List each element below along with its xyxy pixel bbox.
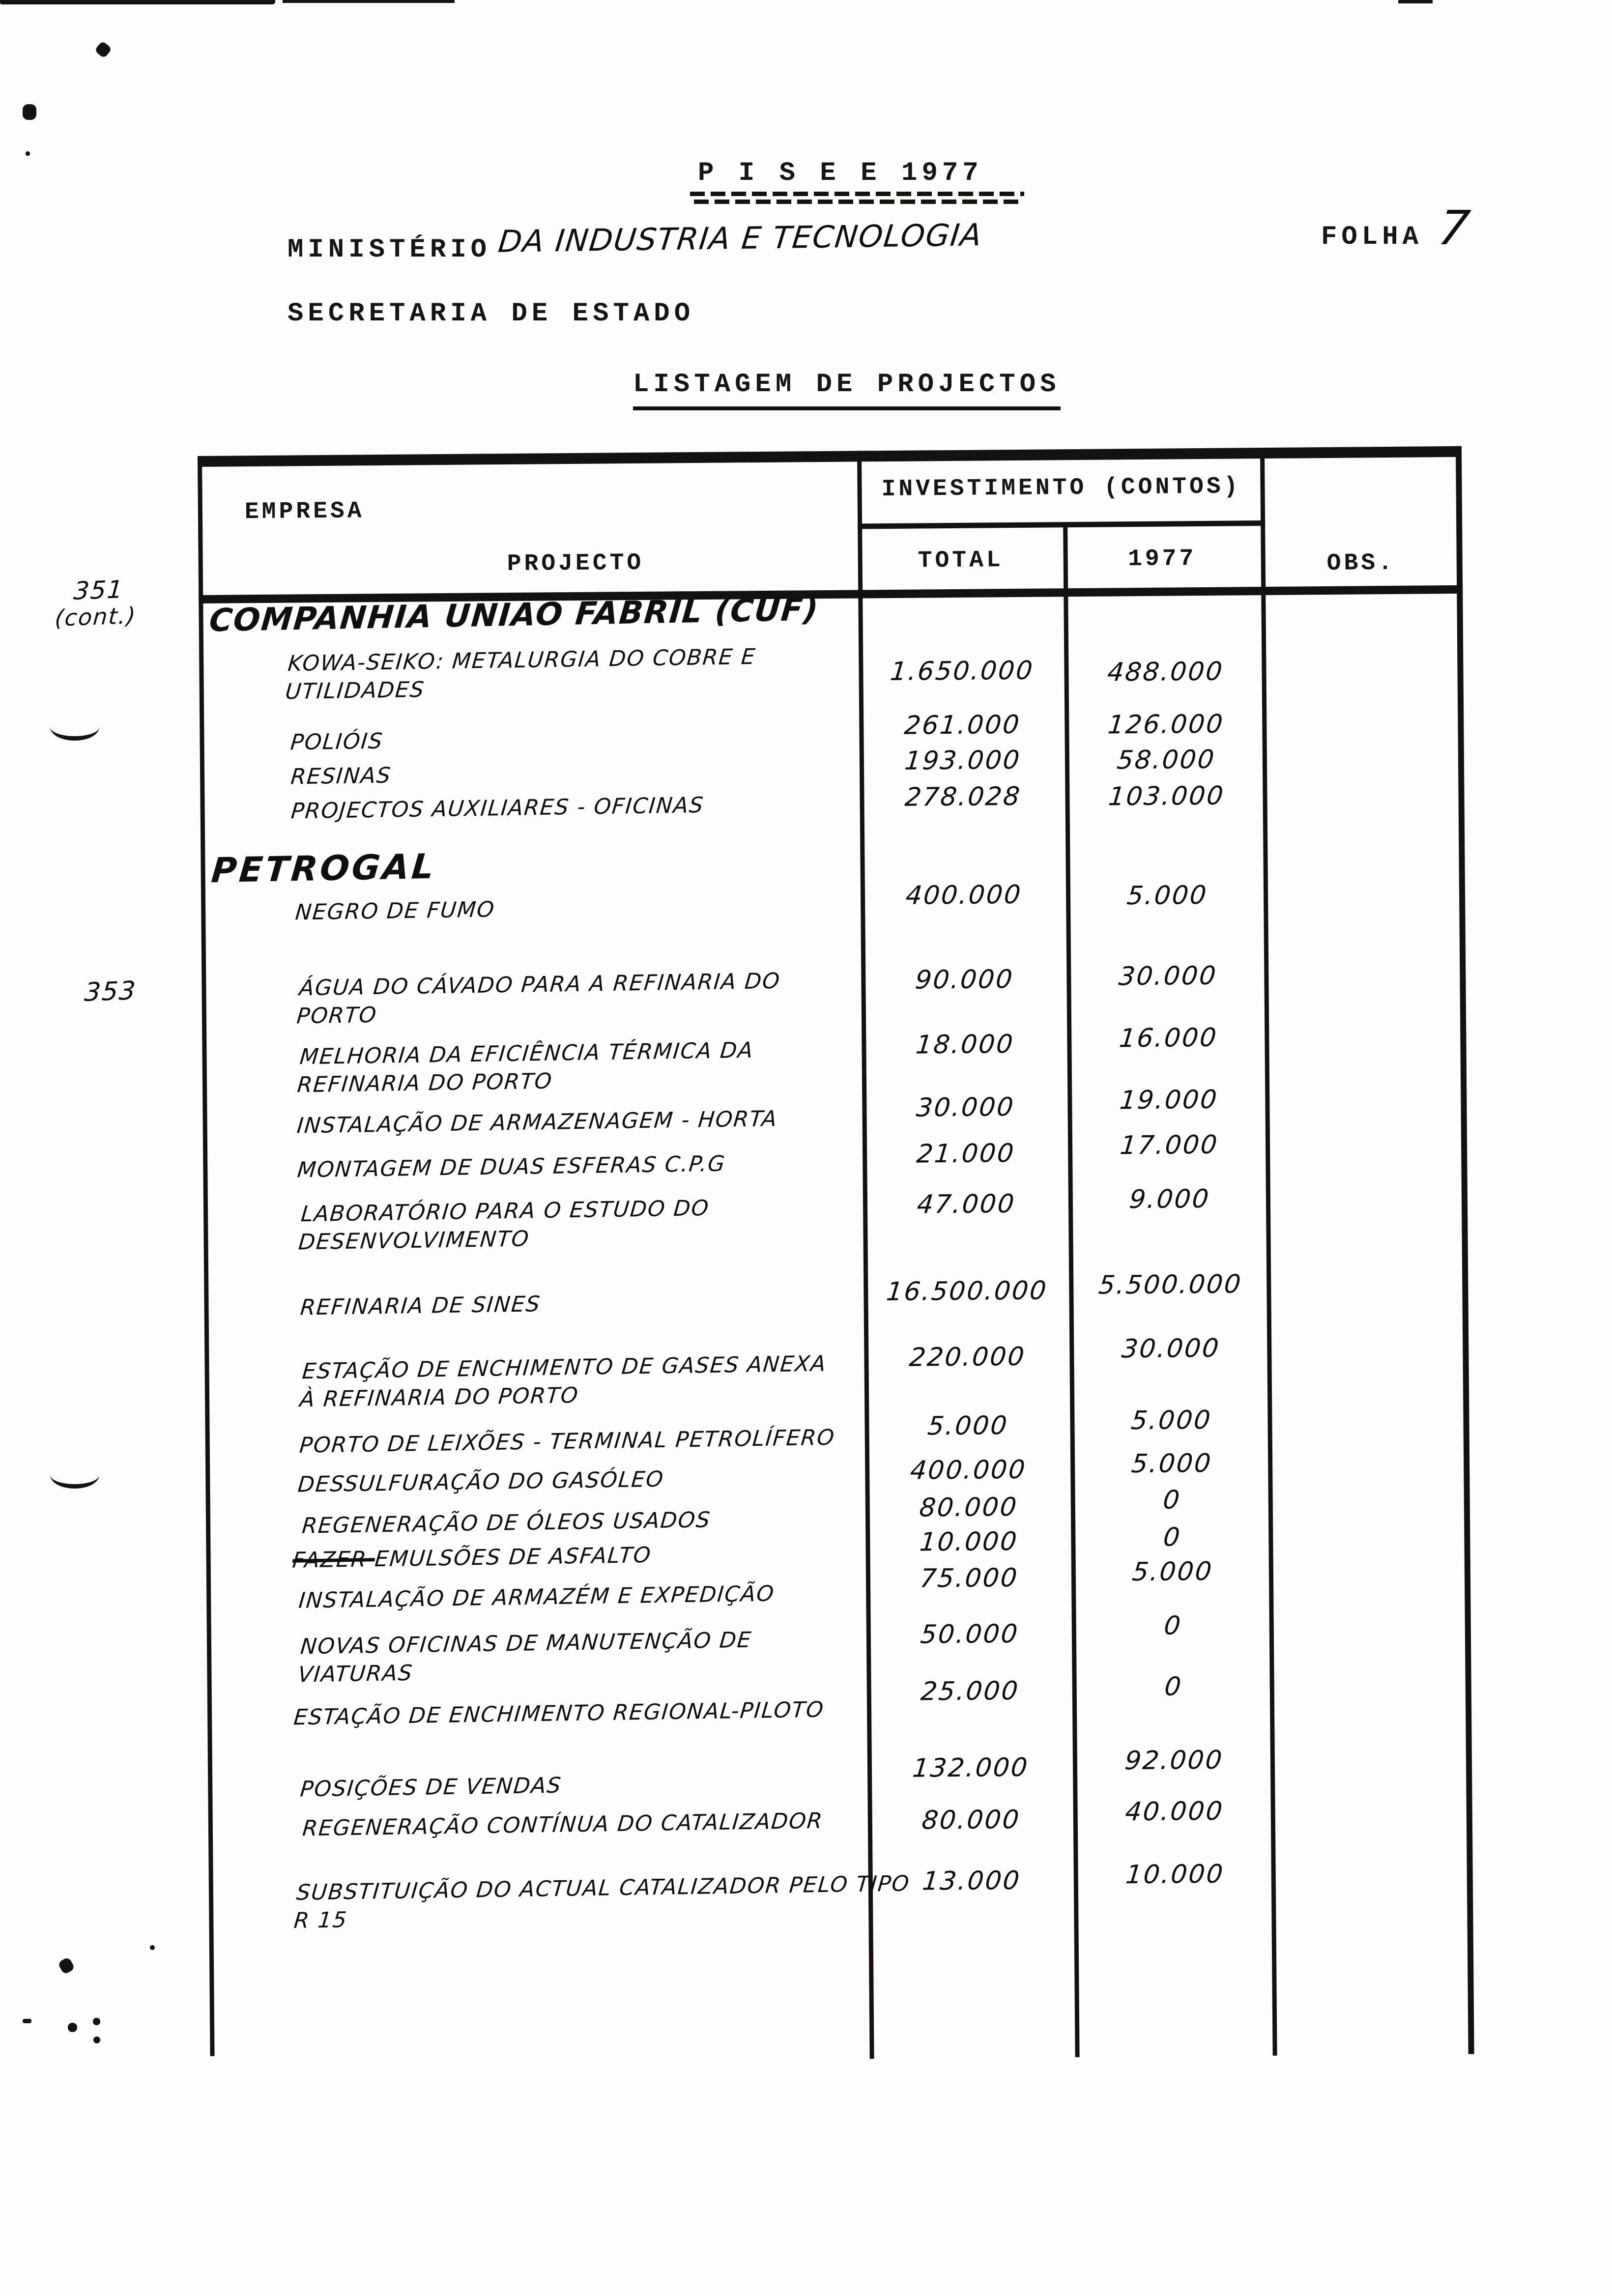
page-title: P I S E E 1977 [698, 158, 983, 188]
project-cell: PORTO DE LEIXÕES - TERMINAL PETROLÍFERO [298, 1425, 836, 1458]
project-cell: POLIÓIS [289, 728, 384, 755]
total-value-cell: 30.000 [915, 1092, 1016, 1123]
total-value-cell: 400.000 [904, 880, 1023, 911]
ministry-handwritten: DA INDUSTRIA E TECNOLOGIA [496, 217, 984, 259]
year-1977-value-cell: 5.000 [1125, 880, 1209, 911]
struck-out-word: FAZER [291, 1547, 376, 1573]
total-value-cell: 80.000 [920, 1805, 1022, 1836]
year-1977-value-cell: 9.000 [1128, 1184, 1211, 1215]
total-value-cell: 13.000 [921, 1866, 1022, 1896]
year-1977-value-cell: 126.000 [1106, 709, 1226, 740]
year-1977-value-cell: 5.500.000 [1097, 1269, 1244, 1300]
project-cell: KOWA-SEIKO: METALURGIA DO COBRE E UTILIDADES [284, 644, 757, 705]
scan-edge-mark [1398, 0, 1433, 3]
project-cell: PROJECTOS AUXILIARES - OFICINAS [289, 792, 705, 824]
project-cell: MELHORIA DA EFICIÊNCIA TÉRMICA DA REFINARIA DO PORTO [296, 1037, 755, 1098]
margin-note-353: 353 [83, 976, 138, 1007]
folha-label: FOLHA [1321, 222, 1423, 252]
margin-arc-mark [50, 714, 99, 741]
ink-speck [93, 2037, 100, 2043]
project-cell: NOVAS OFICINAS DE MANUTENÇÃO DE VIATURAS [296, 1627, 753, 1688]
table-left-border [198, 456, 215, 2056]
header-empresa: EMPRESA [244, 498, 365, 526]
year-1977-value-cell: 16.000 [1118, 1023, 1219, 1054]
year-1977-value-cell: 10.000 [1124, 1859, 1226, 1890]
year-1977-value-cell: 58.000 [1116, 745, 1217, 775]
year-1977-value-cell: 0 [1163, 1672, 1184, 1702]
header-projecto: PROJECTO [507, 549, 644, 578]
ink-speck [23, 2019, 31, 2023]
total-value-cell: 16.500.000 [885, 1276, 1049, 1307]
total-value-cell: 220.000 [908, 1342, 1027, 1373]
margin-arc-mark [50, 1462, 99, 1489]
year-1977-value-cell: 30.000 [1117, 961, 1219, 992]
total-value-cell: 90.000 [914, 964, 1015, 995]
year-1977-value-cell: 5.000 [1130, 1448, 1214, 1479]
project-cell: FAZER EMULSÕES DE ASFALTO [291, 1542, 653, 1573]
folha-number-handwritten: 7 [1435, 201, 1474, 256]
table-right-border [1456, 446, 1474, 2054]
project-cell: ESTAÇÃO DE ENCHIMENTO DE GASES ANEXA À REFINARIA DO PORTO [298, 1351, 828, 1412]
secretaria-line: SECRETARIA DE ESTADO [288, 299, 695, 329]
ink-speck [94, 41, 113, 59]
margin-note-351: 351 [72, 575, 125, 605]
header-obs: OBS. [1326, 549, 1396, 577]
ink-speck [68, 2023, 77, 2032]
project-cell: NEGRO DE FUMO [294, 897, 496, 925]
total-value-cell: 1.650.000 [889, 656, 1036, 687]
header-total: TOTAL [918, 547, 1004, 574]
project-cell: INSTALAÇÃO DE ARMAZÉM E EXPEDIÇÃO [297, 1581, 776, 1613]
year-1977-value-cell: 40.000 [1123, 1796, 1225, 1827]
year-1977-value-cell: 488.000 [1106, 657, 1225, 688]
project-cell: REGENERAÇÃO CONTÍNUA DO CATALIZADOR [301, 1808, 824, 1841]
year-1977-value-cell: 0 [1162, 1522, 1183, 1552]
project-cell: POSIÇÕES DE VENDAS [299, 1773, 563, 1802]
project-cell: MONTAGEM DE DUAS ESFERAS C.P.G [296, 1151, 727, 1183]
project-cell: LABORATÓRIO PARA O ESTUDO DO DESENVOLVIMENTO [297, 1195, 711, 1255]
scan-edge-mark [283, 0, 455, 3]
year-1977-value-cell: 30.000 [1120, 1333, 1222, 1364]
year-1977-value-cell: 92.000 [1123, 1745, 1225, 1776]
table-top-border [198, 446, 1462, 467]
total-value-cell: 75.000 [919, 1563, 1020, 1594]
header-investimento: INVESTIMENTO (CONTOS) [881, 473, 1241, 503]
project-cell: REGENERAÇÃO DE ÓLEOS USADOS [301, 1507, 712, 1539]
total-value-cell: 47.000 [916, 1189, 1017, 1220]
company-heading: PETROGAL [209, 846, 438, 891]
ink-speck [150, 1945, 155, 1950]
total-value-cell: 25.000 [919, 1676, 1021, 1707]
year-1977-value-cell: 5.000 [1131, 1556, 1214, 1587]
year-1977-value-cell: 5.000 [1129, 1405, 1213, 1436]
ink-speck [58, 1956, 76, 1975]
project-cell: SUBSTITUIÇÃO DO ACTUAL CATALIZADOR PELO TIPO R 15 [292, 1871, 911, 1934]
total-value-cell: 261.000 [903, 710, 1022, 741]
margin-note-cont: (cont.) [54, 602, 138, 631]
title-dashed-underline [690, 192, 1024, 205]
total-value-cell: 21.000 [915, 1138, 1017, 1169]
ink-speck [23, 104, 36, 120]
year-1977-value-cell: 0 [1161, 1485, 1182, 1515]
year-1977-value-cell: 19.000 [1118, 1085, 1220, 1116]
year-1977-value-cell: 17.000 [1119, 1130, 1220, 1161]
projects-table [198, 446, 1474, 2064]
project-cell: DESSULFURAÇÃO DO GASÓLEO [296, 1466, 665, 1497]
header-1977: 1977 [1127, 545, 1197, 573]
year-1977-value-cell: 103.000 [1107, 781, 1226, 812]
project-cell: INSTALAÇÃO DE ARMAZENAGEM - HORTA [296, 1106, 779, 1139]
ink-speck [26, 151, 30, 156]
ink-speck [93, 2018, 100, 2025]
total-value-cell: 50.000 [919, 1619, 1020, 1650]
scan-edge-mark [0, 0, 275, 4]
list-title: LISTAGEM DE PROJECTOS [633, 370, 1061, 410]
total-value-cell: 400.000 [909, 1455, 1028, 1486]
project-cell: RESINAS [289, 763, 393, 790]
company-heading: COMPANHIA UNIÃO FABRIL (CUF) [207, 591, 821, 639]
total-value-cell: 278.028 [903, 781, 1023, 812]
total-value-cell: 80.000 [918, 1492, 1019, 1523]
project-cell: ESTAÇÃO DE ENCHIMENTO REGIONAL-PILOTO [292, 1697, 826, 1730]
total-value-cell: 18.000 [914, 1029, 1016, 1060]
total-value-cell: 10.000 [918, 1526, 1020, 1557]
total-value-cell: 5.000 [926, 1411, 1010, 1441]
ministry-typed: MINISTÉRIO [288, 235, 491, 265]
total-value-cell: 193.000 [903, 745, 1022, 776]
investimento-underline [858, 520, 1265, 529]
project-cell: REFINARIA DE SINES [299, 1292, 542, 1320]
total-value-cell: 132.000 [911, 1752, 1030, 1783]
year-1977-value-cell: 0 [1162, 1611, 1183, 1641]
project-cell: ÁGUA DO CÁVADO PARA A REFINARIA DO PORTO [295, 968, 782, 1029]
